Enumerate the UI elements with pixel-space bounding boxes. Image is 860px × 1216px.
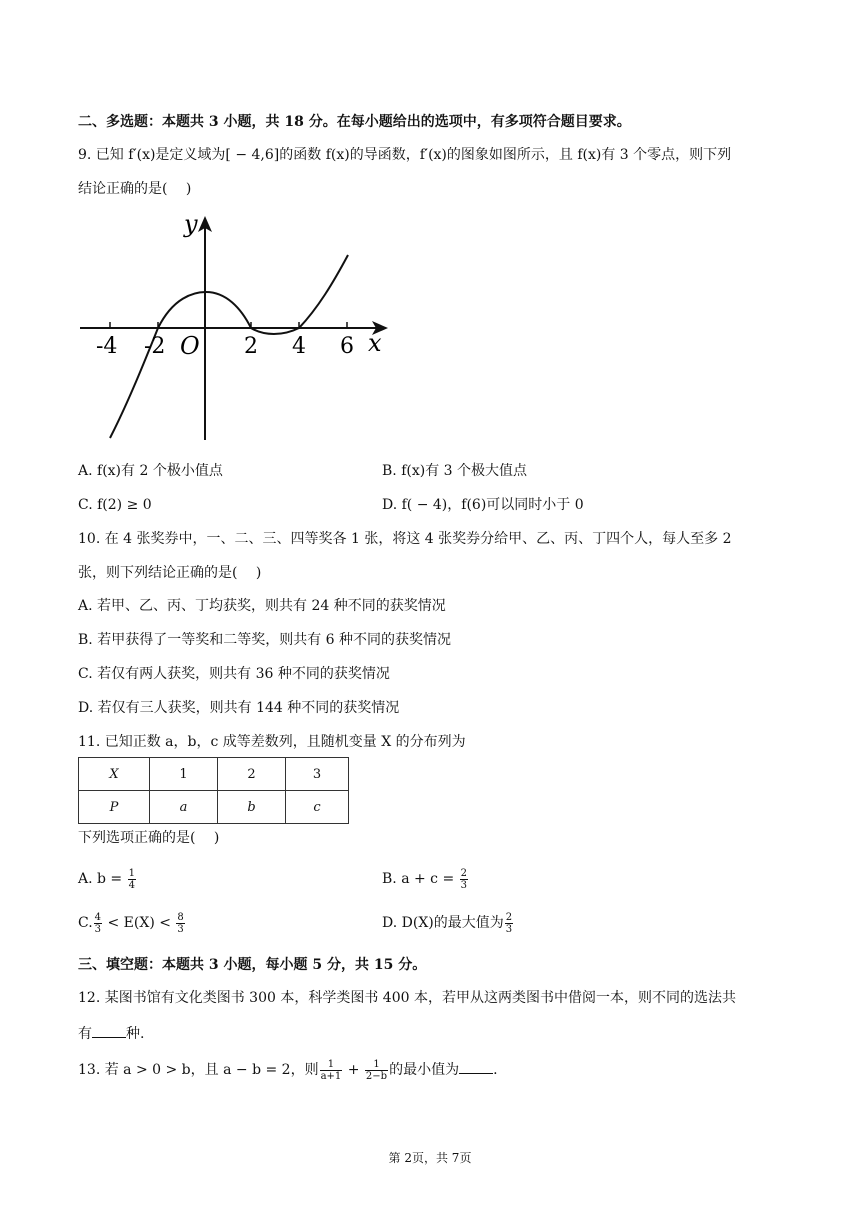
page-footer: 第 2页，共 7页 (388, 1151, 472, 1165)
fraction (505, 912, 513, 935)
q13-prefix: 13. 若 a > 0 > b，且 a − b = 2，则 (78, 1062, 319, 1078)
q10-stem-line1: 10. 在 4 张奖券中，一、二、三、四等奖各 1 张，将这 4 张奖券分给甲、乙、丙、丁四个人，每人至多 2 (78, 531, 732, 547)
tick-label: 4 (292, 334, 306, 359)
q11-option-b (382, 866, 469, 892)
numerator: 4 (94, 911, 102, 923)
q11-option-d (382, 910, 514, 936)
numerator: 1 (128, 867, 135, 879)
fraction (365, 1059, 388, 1082)
numerator: 2 (460, 867, 468, 879)
table-cell: 2 (218, 758, 286, 791)
q13-stem (78, 1057, 498, 1083)
q9-option-c: C. f(2) ≥ 0 (78, 497, 152, 513)
q9-option-a: A. f(x)有 2 个极小值点 (78, 463, 223, 479)
q12-stem-line2 (78, 1023, 144, 1043)
denominator: 3 (460, 879, 468, 891)
x-axis-label: x (368, 329, 382, 357)
inequality-middle: < E(X) < (103, 915, 176, 931)
q10-stem-line2: 张，则下列结论正确的是( ) (78, 565, 262, 581)
tick-label: 6 (340, 334, 354, 359)
q9-derivative-graph (78, 208, 398, 448)
q10-option-d: D. 若仅有三人获奖，则共有 144 种不同的获奖情况 (78, 700, 400, 716)
numerator: 2 (505, 911, 513, 923)
answer-blank (459, 1059, 493, 1074)
denominator: 3 (505, 923, 513, 935)
option-prefix: C. (78, 915, 93, 931)
numerator: 1 (320, 1059, 343, 1071)
denominator: 4 (128, 879, 135, 891)
fraction (94, 912, 102, 935)
q10-option-a: A. 若甲、乙、丙、丁均获奖，则共有 24 种不同的获奖情况 (78, 598, 446, 614)
option-prefix: B. a + c = (382, 871, 455, 887)
q13-end: . (493, 1062, 498, 1078)
fraction (128, 868, 136, 891)
table-row (79, 758, 349, 791)
numerator: 1 (365, 1059, 388, 1071)
table-cell: a (150, 791, 218, 824)
q9-option-d: D. f( − 4)，f(6)可以同时小于 0 (382, 497, 584, 513)
q9-option-b: B. f(x)有 3 个极大值点 (382, 463, 527, 479)
plus-sign: + (343, 1062, 364, 1078)
denominator: 3 (94, 923, 102, 935)
table-cell: X (79, 758, 150, 791)
table-cell: c (286, 791, 349, 824)
option-prefix: A. b = (78, 871, 123, 887)
denominator: 2−b (365, 1070, 388, 1082)
q13-suffix: 的最小值为 (389, 1062, 460, 1078)
denominator: a+1 (320, 1070, 342, 1082)
q11-option-c (78, 910, 186, 936)
q10-option-b: B. 若甲获得了一等奖和二等奖，则共有 6 种不同的获奖情况 (78, 632, 451, 648)
tick-label: -2 (144, 334, 166, 359)
q12-stem-line1: 12. 某图书馆有文化类图书 300 本，科学类图书 400 本，若甲从这两类图书中借阅一本，则不同的选法共 (78, 990, 736, 1006)
table-row (79, 791, 349, 824)
q11-stem-line2: 下列选项正确的是( ) (78, 830, 220, 846)
q11-distribution-table (78, 757, 349, 824)
denominator: 3 (177, 923, 184, 935)
option-prefix: D. D(X)的最大值为 (382, 915, 504, 931)
origin-label: O (180, 332, 200, 360)
q12-suffix: 种. (126, 1026, 145, 1042)
fraction (320, 1059, 343, 1082)
answer-blank (92, 1023, 126, 1038)
q10-option-c: C. 若仅有两人获奖，则共有 36 种不同的获奖情况 (78, 666, 390, 682)
table-cell: P (79, 791, 150, 824)
numerator: 8 (177, 911, 184, 923)
q9-stem-line2: 结论正确的是( ) (78, 181, 192, 197)
tick-label: 2 (244, 334, 258, 359)
section-header-multiple-choice: 二、多选题：本题共 3 小题，共 18 分。在每小题给出的选项中，有多项符合题目要求。 (78, 114, 631, 130)
table-cell: b (218, 791, 286, 824)
table-cell: 1 (150, 758, 218, 791)
fraction (176, 912, 184, 935)
q12-prefix: 有 (78, 1026, 92, 1042)
q11-option-a (78, 866, 137, 892)
q9-stem-line1: 9. 已知 f′(x)是定义域为[ − 4,6]的函数 f(x)的导函数，f′(x)的图象如图所示，且 f(x)有 3 个零点，则下列 (78, 147, 732, 163)
q11-stem-line1: 11. 已知正数 a，b，c 成等差数列，且随机变量 X 的分布列为 (78, 734, 466, 750)
section-header-fill-in: 三、填空题：本题共 3 小题，每小题 5 分，共 15 分。 (78, 957, 427, 973)
y-axis-label: y (184, 210, 198, 238)
table-cell: 3 (286, 758, 349, 791)
tick-label: -4 (96, 334, 118, 359)
fraction (460, 868, 468, 891)
